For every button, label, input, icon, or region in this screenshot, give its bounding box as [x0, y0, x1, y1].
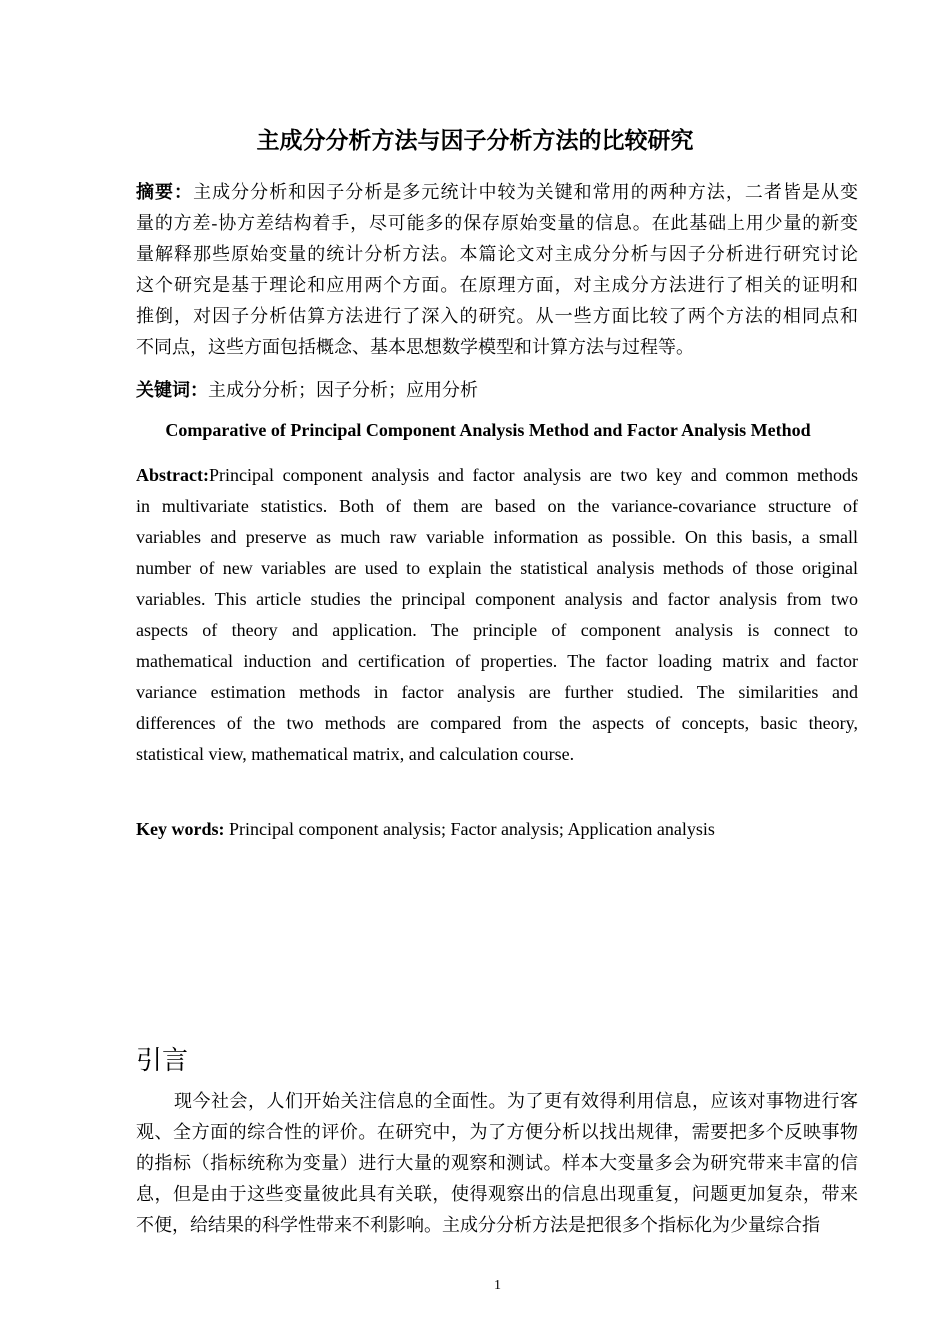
text-line	[136, 522, 858, 553]
line-text: 这个研究是基于理论和应用两个方面。在原理方面，对主成分方法进行了相关的证明和	[136, 275, 858, 295]
text-line	[136, 1210, 858, 1241]
text-line	[136, 739, 858, 770]
text-line	[136, 677, 858, 708]
text-line	[136, 1086, 858, 1117]
abstract-cn	[136, 177, 858, 363]
keywords-cn-text: 主成分分析；因子分析；应用分析	[208, 380, 478, 400]
document-title: 主成分分析方法与因子分析方法的比较研究	[256, 128, 694, 153]
english-title: Comparative of Principal Component Analysis Method and Factor Analysis Method	[165, 420, 811, 440]
line-text: in multivariate statistics. Both of them are based on the variance-covariance structure of	[136, 496, 858, 516]
line-text: 息，但是由于这些变量彼此具有关联，使得观察出的信息出现重复，问题更加复杂，带来	[136, 1184, 858, 1204]
line-text: statistical view, mathematical matrix, and calculation course.	[136, 744, 575, 764]
text-line	[136, 584, 858, 615]
intro-heading: 引言	[136, 1046, 189, 1075]
text-line	[136, 553, 858, 584]
abstract-label: Abstract:	[136, 465, 209, 485]
keywords-en-label: Key words:	[136, 819, 225, 839]
text-line	[136, 491, 858, 522]
text-line	[136, 301, 858, 332]
line-text: aspects of theory and application. The principle of component analysis is connect to	[136, 620, 858, 640]
line-text: differences of the two methods are compared from the aspects of concepts, basic theory,	[136, 713, 858, 733]
text-line	[136, 270, 858, 301]
text-line	[136, 708, 858, 739]
line-text: variables and preserve as much raw variable information as possible. On this basis, a small	[136, 527, 858, 547]
line-text: 推倒，对因子分析估算方法进行了深入的研究。从一些方面比较了两个方法的相同点和	[136, 306, 858, 326]
text-line	[136, 646, 858, 677]
text-line	[136, 239, 858, 270]
keywords-cn-label: 关键词：	[136, 380, 208, 400]
text-line	[136, 460, 858, 491]
line-text: 量的方差-协方差结构着手，尽可能多的保存原始变量的信息。在此基础上用少量的新变	[136, 213, 858, 233]
abstract-label: 摘要：	[136, 182, 194, 202]
keywords-en	[136, 814, 858, 845]
page-number: 1	[494, 1278, 501, 1293]
keywords-en-text: Principal component analysis; Factor analysis; Application analysis	[224, 819, 715, 839]
line-text: 现今社会，人们开始关注信息的全面性。为了更有效得利用信息，应该对事物进行客	[174, 1091, 858, 1111]
text-line	[136, 615, 858, 646]
text-line	[136, 1148, 858, 1179]
text-line	[136, 332, 858, 363]
line-text: 不同点，这些方面包括概念、基本思想数学模型和计算方法与过程等。	[136, 337, 694, 357]
line-text: Principal component analysis and factor analysis are two key and common methods	[208, 465, 858, 485]
line-text: 主成分分析和因子分析是多元统计中较为关键和常用的两种方法，二者皆是从变	[193, 182, 859, 202]
line-text: 量解释那些原始变量的统计分析方法。本篇论文对主成分分析与因子分析进行研究讨论	[136, 244, 858, 264]
text-line	[136, 208, 858, 239]
line-text: 的指标（指标统称为变量）进行大量的观察和测试。样本大变量多会为研究带来丰富的信	[136, 1153, 858, 1173]
line-text: 不便，给结果的科学性带来不利影响。主成分分析方法是把很多个指标化为少量综合指	[136, 1215, 820, 1235]
text-line	[136, 1179, 858, 1210]
line-text: variance estimation methods in factor analysis are further studied. The similarities and	[136, 682, 858, 702]
text-line	[136, 177, 858, 208]
keywords-cn	[136, 375, 858, 406]
abstract-en	[136, 460, 858, 770]
line-text: mathematical induction and certification of properties. The factor loading matrix and factor	[136, 651, 858, 671]
line-text: 观、全方面的综合性的评价。在研究中，为了方便分析以找出规律，需要把多个反映事物	[136, 1122, 858, 1142]
text-line	[136, 1117, 858, 1148]
line-text: variables. This article studies the principal component analysis and factor analysis from two	[136, 589, 858, 609]
intro-paragraph	[136, 1086, 858, 1241]
line-text: number of new variables are used to explain the statistical analysis methods of those original	[136, 558, 858, 578]
